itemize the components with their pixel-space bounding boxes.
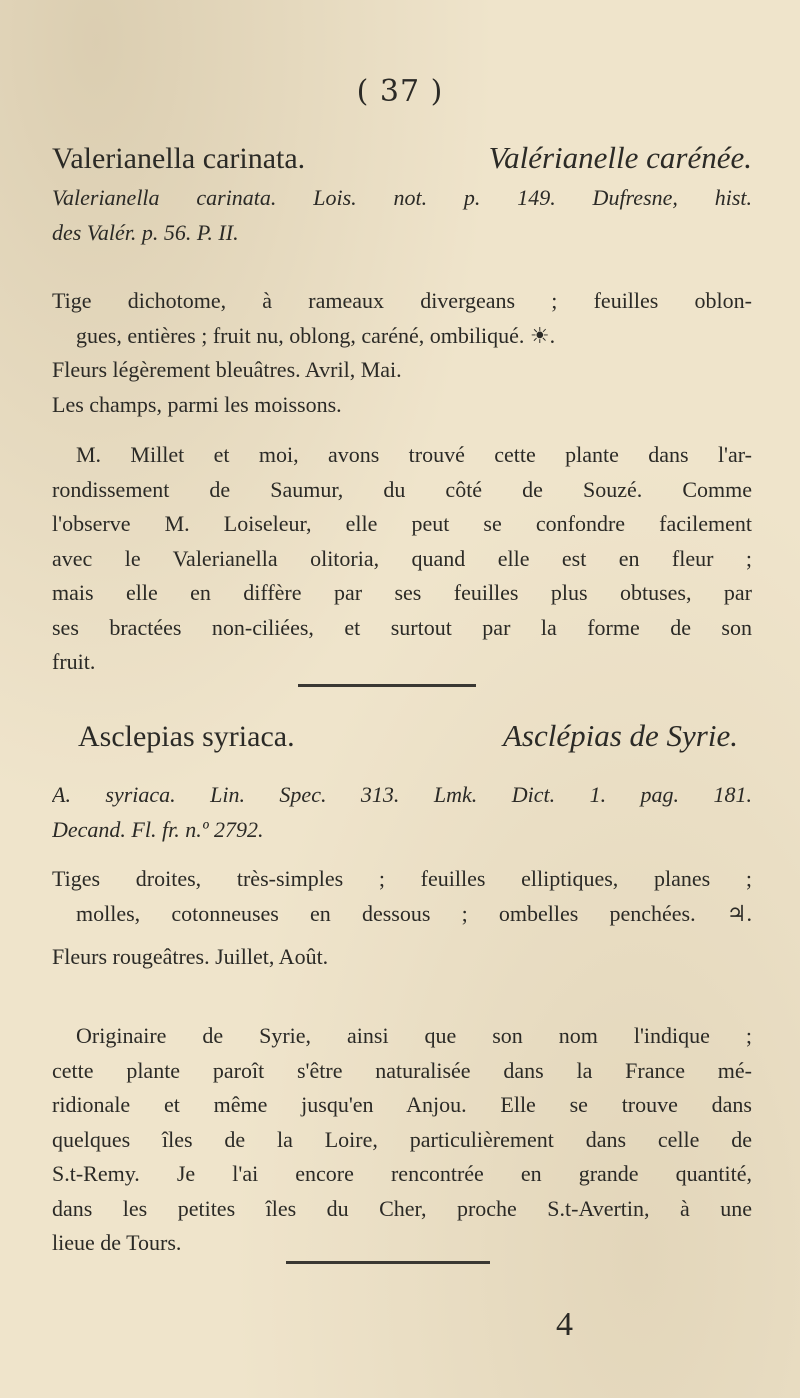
note-line: dans les petites îles du Cher, proche S.t-Avertin, à une xyxy=(52,1195,752,1221)
note-line: l'observe M. Loiseleur, elle peut se confondre facilement xyxy=(52,511,752,536)
reference-line: Decand. Fl. fr. n.º 2792. xyxy=(52,816,264,842)
flowering-block xyxy=(52,940,752,975)
note-line: mais elle en diffère par ses feuilles plus obtuses, par xyxy=(52,580,752,605)
reference-block xyxy=(52,181,752,250)
note-line: S.t-Remy. Je l'ai encore rencontrée en grande quantité, xyxy=(52,1161,752,1186)
note-line: M. Millet et moi, avons trouvé cette plante dans l'ar- xyxy=(76,442,752,467)
page-number: ( 37 ) xyxy=(356,74,444,109)
description-line: gues, entières ; fruit nu, oblong, caréné, ombiliqué. ☀. xyxy=(76,322,556,348)
note-line: fruit. xyxy=(52,649,96,674)
description-line: Fleurs légèrement bleuâtres. Avril, Mai. xyxy=(52,357,402,382)
latin-name: Valerianella carinata. xyxy=(52,142,306,175)
french-name: Valérianelle carénée. xyxy=(488,140,752,175)
note-line: rondissement de Saumur, du côté de Souzé. Comme xyxy=(52,476,752,502)
reference-line: Valerianella carinata. Lois. not. p. 149. Dufresne, hist. xyxy=(52,185,752,210)
note-line: lieue de Tours. xyxy=(52,1230,182,1255)
note-line: ridionale et même jusqu'en Anjou. Elle se trouve dans xyxy=(52,1092,752,1117)
description-line: molles, cotonneuses en dessous ; ombelles penchées. ♃. xyxy=(76,900,752,926)
description-block xyxy=(52,862,752,931)
reference-line: A. syriaca. Lin. Spec. 313. Lmk. Dict. 1. pag. 181. xyxy=(52,782,752,807)
note-line: cette plante paroît s'être naturalisée dans la France mé- xyxy=(52,1057,752,1083)
description-line: Tiges droites, très-simples ; feuilles elliptiques, planes ; xyxy=(52,866,752,891)
description-line: Les champs, parmi les moissons. xyxy=(52,391,342,417)
french-name: Asclépias de Syrie. xyxy=(502,718,738,753)
section-divider xyxy=(286,1261,490,1264)
signature-mark: 4 xyxy=(556,1306,573,1343)
description-line: Tige dichotome, à rameaux divergeans ; feuilles oblon- xyxy=(52,288,752,313)
note-block xyxy=(52,438,752,680)
note-line: ses bractées non-ciliées, et surtout par la forme de son xyxy=(52,614,752,640)
latin-name: Asclepias syriaca. xyxy=(78,720,295,753)
flowering-line: Fleurs rougeâtres. Juillet, Août. xyxy=(52,944,329,969)
note-line: quelques îles de la Loire, particulièrement dans celle de xyxy=(52,1126,752,1152)
reference-block xyxy=(52,778,752,847)
note-line: Originaire de Syrie, ainsi que son nom l'indique ; xyxy=(76,1023,752,1048)
reference-line: des Valér. p. 56. P. II. xyxy=(52,219,239,245)
description-block xyxy=(52,284,752,422)
entry-heading-asclepias xyxy=(78,718,738,754)
entry-heading-valerianella xyxy=(52,140,752,176)
note-line: avec le Valerianella olitoria, quand elle est en fleur ; xyxy=(52,545,752,571)
section-divider xyxy=(298,684,476,687)
note-block xyxy=(52,1019,752,1261)
